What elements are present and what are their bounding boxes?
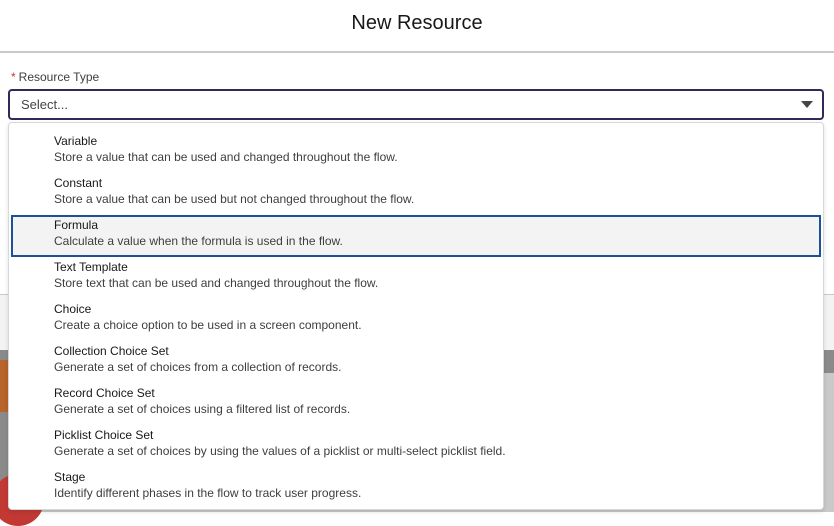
option-variable[interactable]	[9, 131, 823, 173]
chevron-down-icon[interactable]	[801, 101, 813, 108]
option-description: Store a value that can be used and changed throughout the flow.	[54, 150, 398, 164]
option-description: Store text that can be used and changed throughout the flow.	[54, 276, 379, 290]
option-title: Constant	[54, 176, 103, 190]
option-text-template[interactable]	[9, 257, 823, 299]
option-title: Record Choice Set	[54, 386, 155, 400]
option-description: Store a value that can be used but not changed throughout the flow.	[54, 192, 415, 206]
option-description: Generate a set of choices from a collection of records.	[54, 360, 342, 374]
option-title: Collection Choice Set	[54, 344, 169, 358]
modal-header	[0, 0, 834, 53]
option-title: Stage	[54, 470, 86, 484]
option-record-choice-set[interactable]	[9, 383, 823, 425]
resource-type-combobox[interactable]	[8, 89, 824, 120]
option-collection-choice-set[interactable]	[9, 341, 823, 383]
modal-title: New Resource	[351, 12, 483, 34]
option-title: Formula	[54, 218, 99, 232]
option-title: Variable	[54, 134, 98, 148]
option-description: Create a choice option to be used in a screen component.	[54, 318, 362, 332]
option-description: Identify different phases in the flow to track user progress.	[54, 486, 362, 500]
option-title: Choice	[54, 302, 92, 316]
option-stage[interactable]	[9, 467, 823, 509]
option-constant[interactable]	[9, 173, 823, 215]
resource-type-label-text: Resource Type	[18, 70, 100, 84]
option-choice[interactable]	[9, 299, 823, 341]
option-description: Generate a set of choices using a filtered list of records.	[54, 402, 351, 416]
option-title: Text Template	[54, 260, 128, 274]
resource-type-label	[11, 70, 99, 84]
option-description: Generate a set of choices by using the values of a picklist or multi-select picklist field.	[54, 444, 506, 458]
option-formula[interactable]	[11, 215, 821, 257]
required-indicator: *	[11, 70, 16, 84]
option-description: Calculate a value when the formula is used in the flow.	[54, 234, 343, 248]
resource-type-placeholder: Select...	[21, 97, 68, 112]
resource-type-listbox[interactable]	[8, 122, 824, 510]
option-title: Picklist Choice Set	[54, 428, 154, 442]
option-picklist-choice-set[interactable]	[9, 425, 823, 467]
